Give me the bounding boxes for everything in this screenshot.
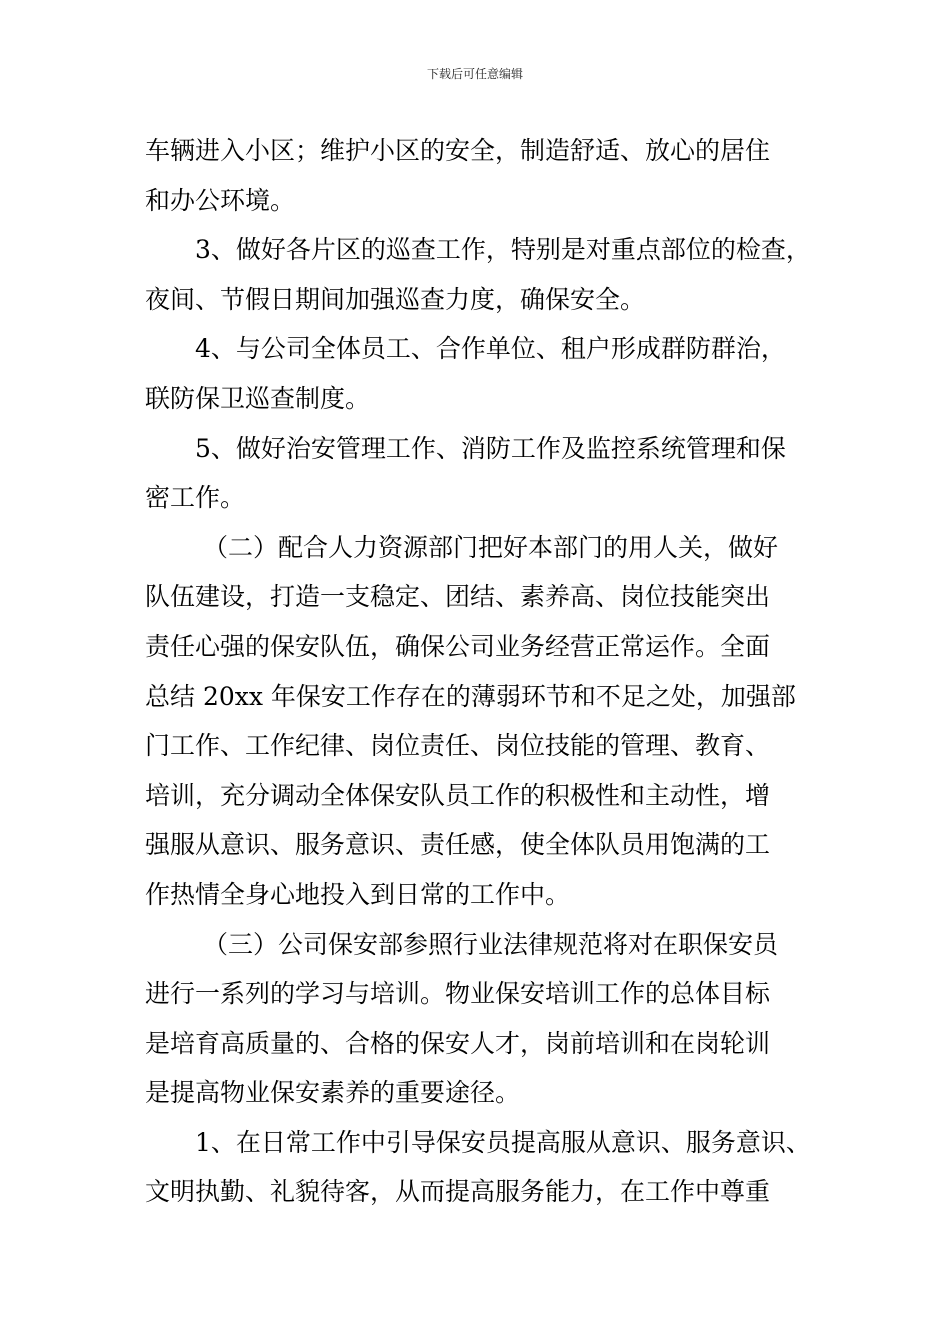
text-line: 3、做好各片区的巡查工作，特别是对重点部位的检查， xyxy=(195,235,811,265)
text-line: 车辆进入小区；维护小区的安全，制造舒适、放心的居住 xyxy=(145,136,771,165)
text-line: 密工作。 xyxy=(145,483,246,513)
text-line: 文明执勤、礼貌待客，从而提高服务能力，在工作中尊重 xyxy=(145,1177,771,1207)
text-line: （二）配合人力资源部门把好本部门的用人关，做好 xyxy=(203,532,779,562)
text-line: 门工作、工作纪律、岗位责任、岗位技能的管理、教育、 xyxy=(145,731,771,761)
text-line: 进行一系列的学习与培训。物业保安培训工作的总体目标 xyxy=(145,979,771,1009)
page-header: 下载后可任意编辑 xyxy=(426,67,523,81)
paragraph-item-3 xyxy=(145,225,829,324)
text-line: 和办公环境。 xyxy=(145,185,296,215)
paragraph-continuation xyxy=(145,126,829,225)
text-line: 1、在日常工作中引导保安员提高服从意识、服务意识、 xyxy=(195,1127,811,1157)
text-line: 强服从意识、服务意识、责任感，使全体队员用饱满的工 xyxy=(145,830,771,860)
text-line: 4、与公司全体员工、合作单位、租户形成群防群治， xyxy=(195,334,786,364)
text-line: （三）公司保安部参照行业法律规范将对在职保安员 xyxy=(203,929,779,959)
text-line: 作热情全身心地投入到日常的工作中。 xyxy=(145,879,571,909)
text-line: 队伍建设，打造一支稳定、团结、素养高、岗位技能突出 xyxy=(145,582,771,612)
document-body xyxy=(145,126,829,1217)
paragraph-item-4 xyxy=(145,324,829,423)
text-line: 总结 20xx 年保安工作存在的薄弱环节和不足之处，加强部 xyxy=(145,681,796,711)
text-line: 是培育高质量的、合格的保安人才，岗前培训和在岗轮训 xyxy=(145,1028,771,1058)
text-line: 是提高物业保安素养的重要途径。 xyxy=(145,1078,521,1108)
paragraph-section-2 xyxy=(145,523,829,920)
paragraph-item-1 xyxy=(145,1118,829,1217)
paragraph-section-3 xyxy=(145,920,829,1118)
text-line: 夜间、节假日期间加强巡查力度，确保安全。 xyxy=(145,284,646,314)
text-line: 5、做好治安管理工作、消防工作及监控系统管理和保 xyxy=(195,433,786,463)
paragraph-item-5 xyxy=(145,424,829,523)
text-line: 培训，充分调动全体保安队员工作的积极性和主动性，增 xyxy=(145,780,771,810)
text-line: 联防保卫巡查制度。 xyxy=(145,383,371,413)
text-line: 责任心强的保安队伍，确保公司业务经营正常运作。全面 xyxy=(145,631,771,661)
